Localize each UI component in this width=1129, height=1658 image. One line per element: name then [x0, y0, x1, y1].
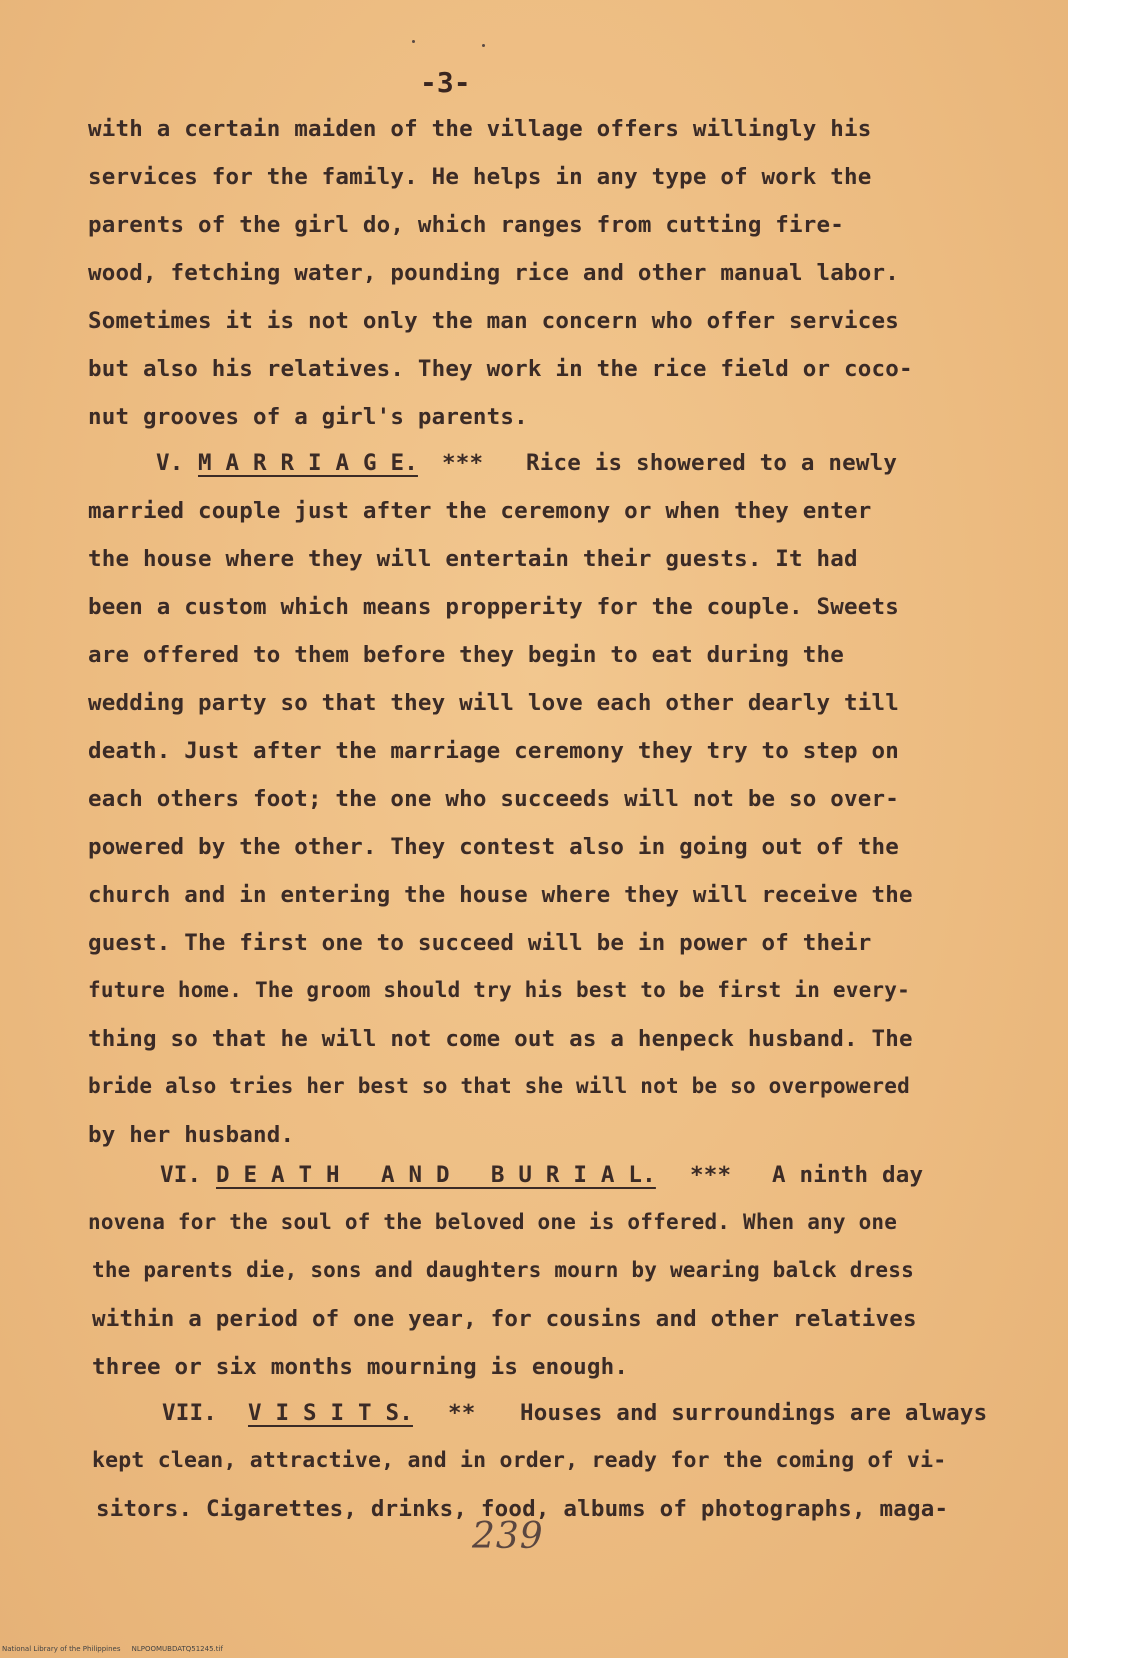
- text-line: wood, fetching water, pounding rice and other manual labor.: [88, 260, 900, 286]
- text-line: death. Just after the marriage ceremony they try to step on: [88, 738, 900, 764]
- handwritten-page-number: 239: [472, 1516, 544, 1557]
- text-line: church and in entering the house where they will receive the: [88, 882, 913, 908]
- text-line: guest. The first one to succeed will be in power of their: [88, 930, 872, 956]
- text-line: but also his relatives. They work in the rice field or coco-: [88, 356, 913, 382]
- text-line: the parents die, sons and daughters mourn by wearing balck dress: [92, 1258, 914, 1282]
- text-line: by her husband.: [88, 1122, 295, 1148]
- section-number: V.: [156, 450, 184, 476]
- section-heading-marriage: M A R R I A G E.: [198, 450, 418, 476]
- section-number: VII.: [162, 1400, 217, 1426]
- ink-speck: [412, 40, 415, 43]
- text-line: bride also tries her best so that she will not be so overpowered: [88, 1074, 910, 1098]
- text-line: kept clean, attractive, and in order, ready for the coming of vi-: [92, 1448, 947, 1473]
- text-line: the house where they will entertain their guests. It had: [88, 546, 858, 572]
- section-heading-death-and-burial: D E A T H A N D B U R I A L.: [216, 1162, 656, 1188]
- text-line: A ninth day: [772, 1162, 924, 1188]
- text-line: with a certain maiden of the village offers willingly his: [88, 116, 872, 142]
- page-number: -3-: [420, 66, 471, 99]
- text-line: sitors. Cigarettes, drinks, food, albums of photographs, maga-: [96, 1496, 949, 1522]
- text-line: Houses and surroundings are always: [520, 1400, 988, 1426]
- text-line: future home. The groom should try his best to be first in every-: [88, 978, 910, 1002]
- text-line: married couple just after the ceremony or when they enter: [88, 498, 872, 524]
- section-heading-visits: V I S I T S.: [248, 1400, 413, 1426]
- section-stars: **: [448, 1400, 476, 1426]
- section-stars: ***: [442, 450, 484, 476]
- text-line: Rice is showered to a newly: [526, 450, 898, 476]
- text-line: wedding party so that they will love each other dearly till: [88, 690, 900, 716]
- text-line: nut grooves of a girl's parents.: [88, 404, 528, 430]
- section-number: VI.: [160, 1162, 202, 1188]
- section-stars: ***: [690, 1162, 732, 1188]
- text-line: within a period of one year, for cousins and other relatives: [92, 1306, 917, 1332]
- text-line: thing so that he will not come out as a henpeck husband. The: [88, 1026, 913, 1052]
- text-line: three or six months mourning is enough.: [92, 1354, 629, 1380]
- ink-speck: [482, 44, 485, 47]
- text-line: each others foot; the one who succeeds will not be so over-: [88, 786, 900, 812]
- text-line: Sometimes it is not only the man concern who offer services: [88, 308, 900, 334]
- text-line: services for the family. He helps in any type of work the: [88, 164, 872, 190]
- text-line: novena for the soul of the beloved one is offered. When any one: [88, 1210, 898, 1234]
- text-line: parents of the girl do, which ranges from cutting fire-: [88, 212, 845, 238]
- text-line: been a custom which means propperity for the couple. Sweets: [88, 594, 900, 620]
- text-line: are offered to them before they begin to eat during the: [88, 642, 845, 668]
- archive-footer: National Library of the Philippines NLPOOMUBDATQ51245.tif: [2, 1645, 223, 1653]
- text-line: powered by the other. They contest also in going out of the: [88, 834, 900, 860]
